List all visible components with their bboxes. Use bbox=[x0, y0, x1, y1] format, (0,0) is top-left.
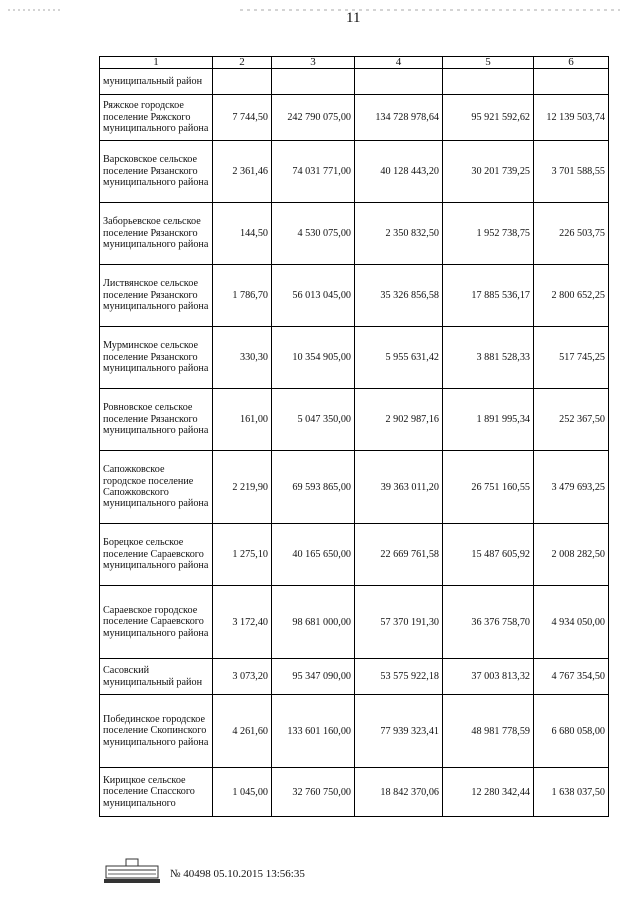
value-cell-c6: 252 367,50 bbox=[534, 389, 609, 451]
table-row bbox=[100, 586, 609, 659]
value-cell-c5 bbox=[443, 69, 534, 95]
municipality-name: Борецкое сельское поселение Сараевского муниципального района bbox=[100, 524, 213, 586]
value-cell-c5: 12 280 342,44 bbox=[443, 768, 534, 817]
value-cell-c2: 1 045,00 bbox=[213, 768, 272, 817]
value-cell-c3: 69 593 865,00 bbox=[272, 451, 355, 524]
table-row bbox=[100, 451, 609, 524]
document-footer bbox=[100, 856, 620, 886]
value-cell-c6: 2 008 282,50 bbox=[534, 524, 609, 586]
municipality-name: Листвянское сельское поселение Рязанского муниципального района bbox=[100, 265, 213, 327]
value-cell-c3: 133 601 160,00 bbox=[272, 695, 355, 768]
value-cell-c5: 95 921 592,62 bbox=[443, 95, 534, 141]
registration-stamp: № 40498 05.10.2015 13:56:35 bbox=[170, 868, 305, 880]
value-cell-c2: 2 361,46 bbox=[213, 141, 272, 203]
municipality-name: Заборьевское сельское поселение Рязанского муниципального района bbox=[100, 203, 213, 265]
column-header: 1 bbox=[100, 57, 213, 69]
value-cell-c5: 17 885 536,17 bbox=[443, 265, 534, 327]
value-cell-c5: 26 751 160,55 bbox=[443, 451, 534, 524]
column-header: 6 bbox=[534, 57, 609, 69]
value-cell-c6: 517 745,25 bbox=[534, 327, 609, 389]
municipality-name: Сараевское городское поселение Сараевского муниципального района bbox=[100, 586, 213, 659]
table-row bbox=[100, 141, 609, 203]
municipality-name: Сапожковское городское поселение Сапожковского муниципального района bbox=[100, 451, 213, 524]
scan-header-noise bbox=[0, 8, 640, 12]
table-row bbox=[100, 95, 609, 141]
value-cell-c5: 36 376 758,70 bbox=[443, 586, 534, 659]
registry-logo-icon bbox=[100, 856, 164, 886]
value-cell-c4: 18 842 370,06 bbox=[355, 768, 443, 817]
value-cell-c5: 48 981 778,59 bbox=[443, 695, 534, 768]
value-cell-c2: 1 275,10 bbox=[213, 524, 272, 586]
header-row bbox=[100, 57, 609, 69]
value-cell-c2: 161,00 bbox=[213, 389, 272, 451]
value-cell-c3: 56 013 045,00 bbox=[272, 265, 355, 327]
value-cell-c2: 144,50 bbox=[213, 203, 272, 265]
value-cell-c4: 22 669 761,58 bbox=[355, 524, 443, 586]
value-cell-c5: 3 881 528,33 bbox=[443, 327, 534, 389]
value-cell-c4: 5 955 631,42 bbox=[355, 327, 443, 389]
value-cell-c6 bbox=[534, 69, 609, 95]
page-number: 11 bbox=[346, 10, 361, 26]
value-cell-c4: 134 728 978,64 bbox=[355, 95, 443, 141]
column-header: 5 bbox=[443, 57, 534, 69]
value-cell-c4 bbox=[355, 69, 443, 95]
value-cell-c6: 3 479 693,25 bbox=[534, 451, 609, 524]
municipality-name: Сасовский муниципальный район bbox=[100, 659, 213, 695]
value-cell-c6: 1 638 037,50 bbox=[534, 768, 609, 817]
value-cell-c3: 98 681 000,00 bbox=[272, 586, 355, 659]
value-cell-c3: 95 347 090,00 bbox=[272, 659, 355, 695]
value-cell-c6: 2 800 652,25 bbox=[534, 265, 609, 327]
column-header: 3 bbox=[272, 57, 355, 69]
table-row bbox=[100, 695, 609, 768]
value-cell-c3: 40 165 650,00 bbox=[272, 524, 355, 586]
value-cell-c4: 2 350 832,50 bbox=[355, 203, 443, 265]
value-cell-c3: 10 354 905,00 bbox=[272, 327, 355, 389]
value-cell-c3: 5 047 350,00 bbox=[272, 389, 355, 451]
municipality-name: Варсковское сельское поселение Рязанского муниципального района bbox=[100, 141, 213, 203]
budget-table bbox=[99, 56, 609, 817]
value-cell-c2 bbox=[213, 69, 272, 95]
value-cell-c4: 53 575 922,18 bbox=[355, 659, 443, 695]
municipality-name: муниципальный район bbox=[100, 69, 213, 95]
value-cell-c3: 242 790 075,00 bbox=[272, 95, 355, 141]
column-header: 4 bbox=[355, 57, 443, 69]
table-row bbox=[100, 768, 609, 817]
municipality-name: Ряжское городское поселение Ряжского муниципального района bbox=[100, 95, 213, 141]
table-row bbox=[100, 265, 609, 327]
table-row bbox=[100, 327, 609, 389]
value-cell-c5: 15 487 605,92 bbox=[443, 524, 534, 586]
value-cell-c6: 226 503,75 bbox=[534, 203, 609, 265]
value-cell-c6: 6 680 058,00 bbox=[534, 695, 609, 768]
value-cell-c6: 4 767 354,50 bbox=[534, 659, 609, 695]
value-cell-c2: 4 261,60 bbox=[213, 695, 272, 768]
value-cell-c2: 3 073,20 bbox=[213, 659, 272, 695]
value-cell-c2: 7 744,50 bbox=[213, 95, 272, 141]
value-cell-c2: 2 219,90 bbox=[213, 451, 272, 524]
value-cell-c6: 12 139 503,74 bbox=[534, 95, 609, 141]
value-cell-c4: 57 370 191,30 bbox=[355, 586, 443, 659]
table-row bbox=[100, 524, 609, 586]
value-cell-c2: 330,30 bbox=[213, 327, 272, 389]
value-cell-c5: 30 201 739,25 bbox=[443, 141, 534, 203]
value-cell-c3: 32 760 750,00 bbox=[272, 768, 355, 817]
value-cell-c6: 3 701 588,55 bbox=[534, 141, 609, 203]
value-cell-c4: 2 902 987,16 bbox=[355, 389, 443, 451]
value-cell-c6: 4 934 050,00 bbox=[534, 586, 609, 659]
table-row bbox=[100, 389, 609, 451]
value-cell-c4: 35 326 856,58 bbox=[355, 265, 443, 327]
value-cell-c4: 39 363 011,20 bbox=[355, 451, 443, 524]
value-cell-c3: 4 530 075,00 bbox=[272, 203, 355, 265]
value-cell-c3 bbox=[272, 69, 355, 95]
municipality-name: Побединское городское поселение Скопинского муниципального района bbox=[100, 695, 213, 768]
value-cell-c4: 40 128 443,20 bbox=[355, 141, 443, 203]
value-cell-c5: 1 891 995,34 bbox=[443, 389, 534, 451]
table-row bbox=[100, 659, 609, 695]
value-cell-c2: 1 786,70 bbox=[213, 265, 272, 327]
value-cell-c5: 37 003 813,32 bbox=[443, 659, 534, 695]
municipality-name: Ровновское сельское поселение Рязанского муниципального района bbox=[100, 389, 213, 451]
value-cell-c2: 3 172,40 bbox=[213, 586, 272, 659]
column-header: 2 bbox=[213, 57, 272, 69]
value-cell-c4: 77 939 323,41 bbox=[355, 695, 443, 768]
value-cell-c5: 1 952 738,75 bbox=[443, 203, 534, 265]
table-row bbox=[100, 69, 609, 95]
value-cell-c3: 74 031 771,00 bbox=[272, 141, 355, 203]
municipality-name: Кирицкое сельское поселение Спасского муниципального bbox=[100, 768, 213, 817]
table-row bbox=[100, 203, 609, 265]
municipality-name: Мурминское сельское поселение Рязанского муниципального района bbox=[100, 327, 213, 389]
